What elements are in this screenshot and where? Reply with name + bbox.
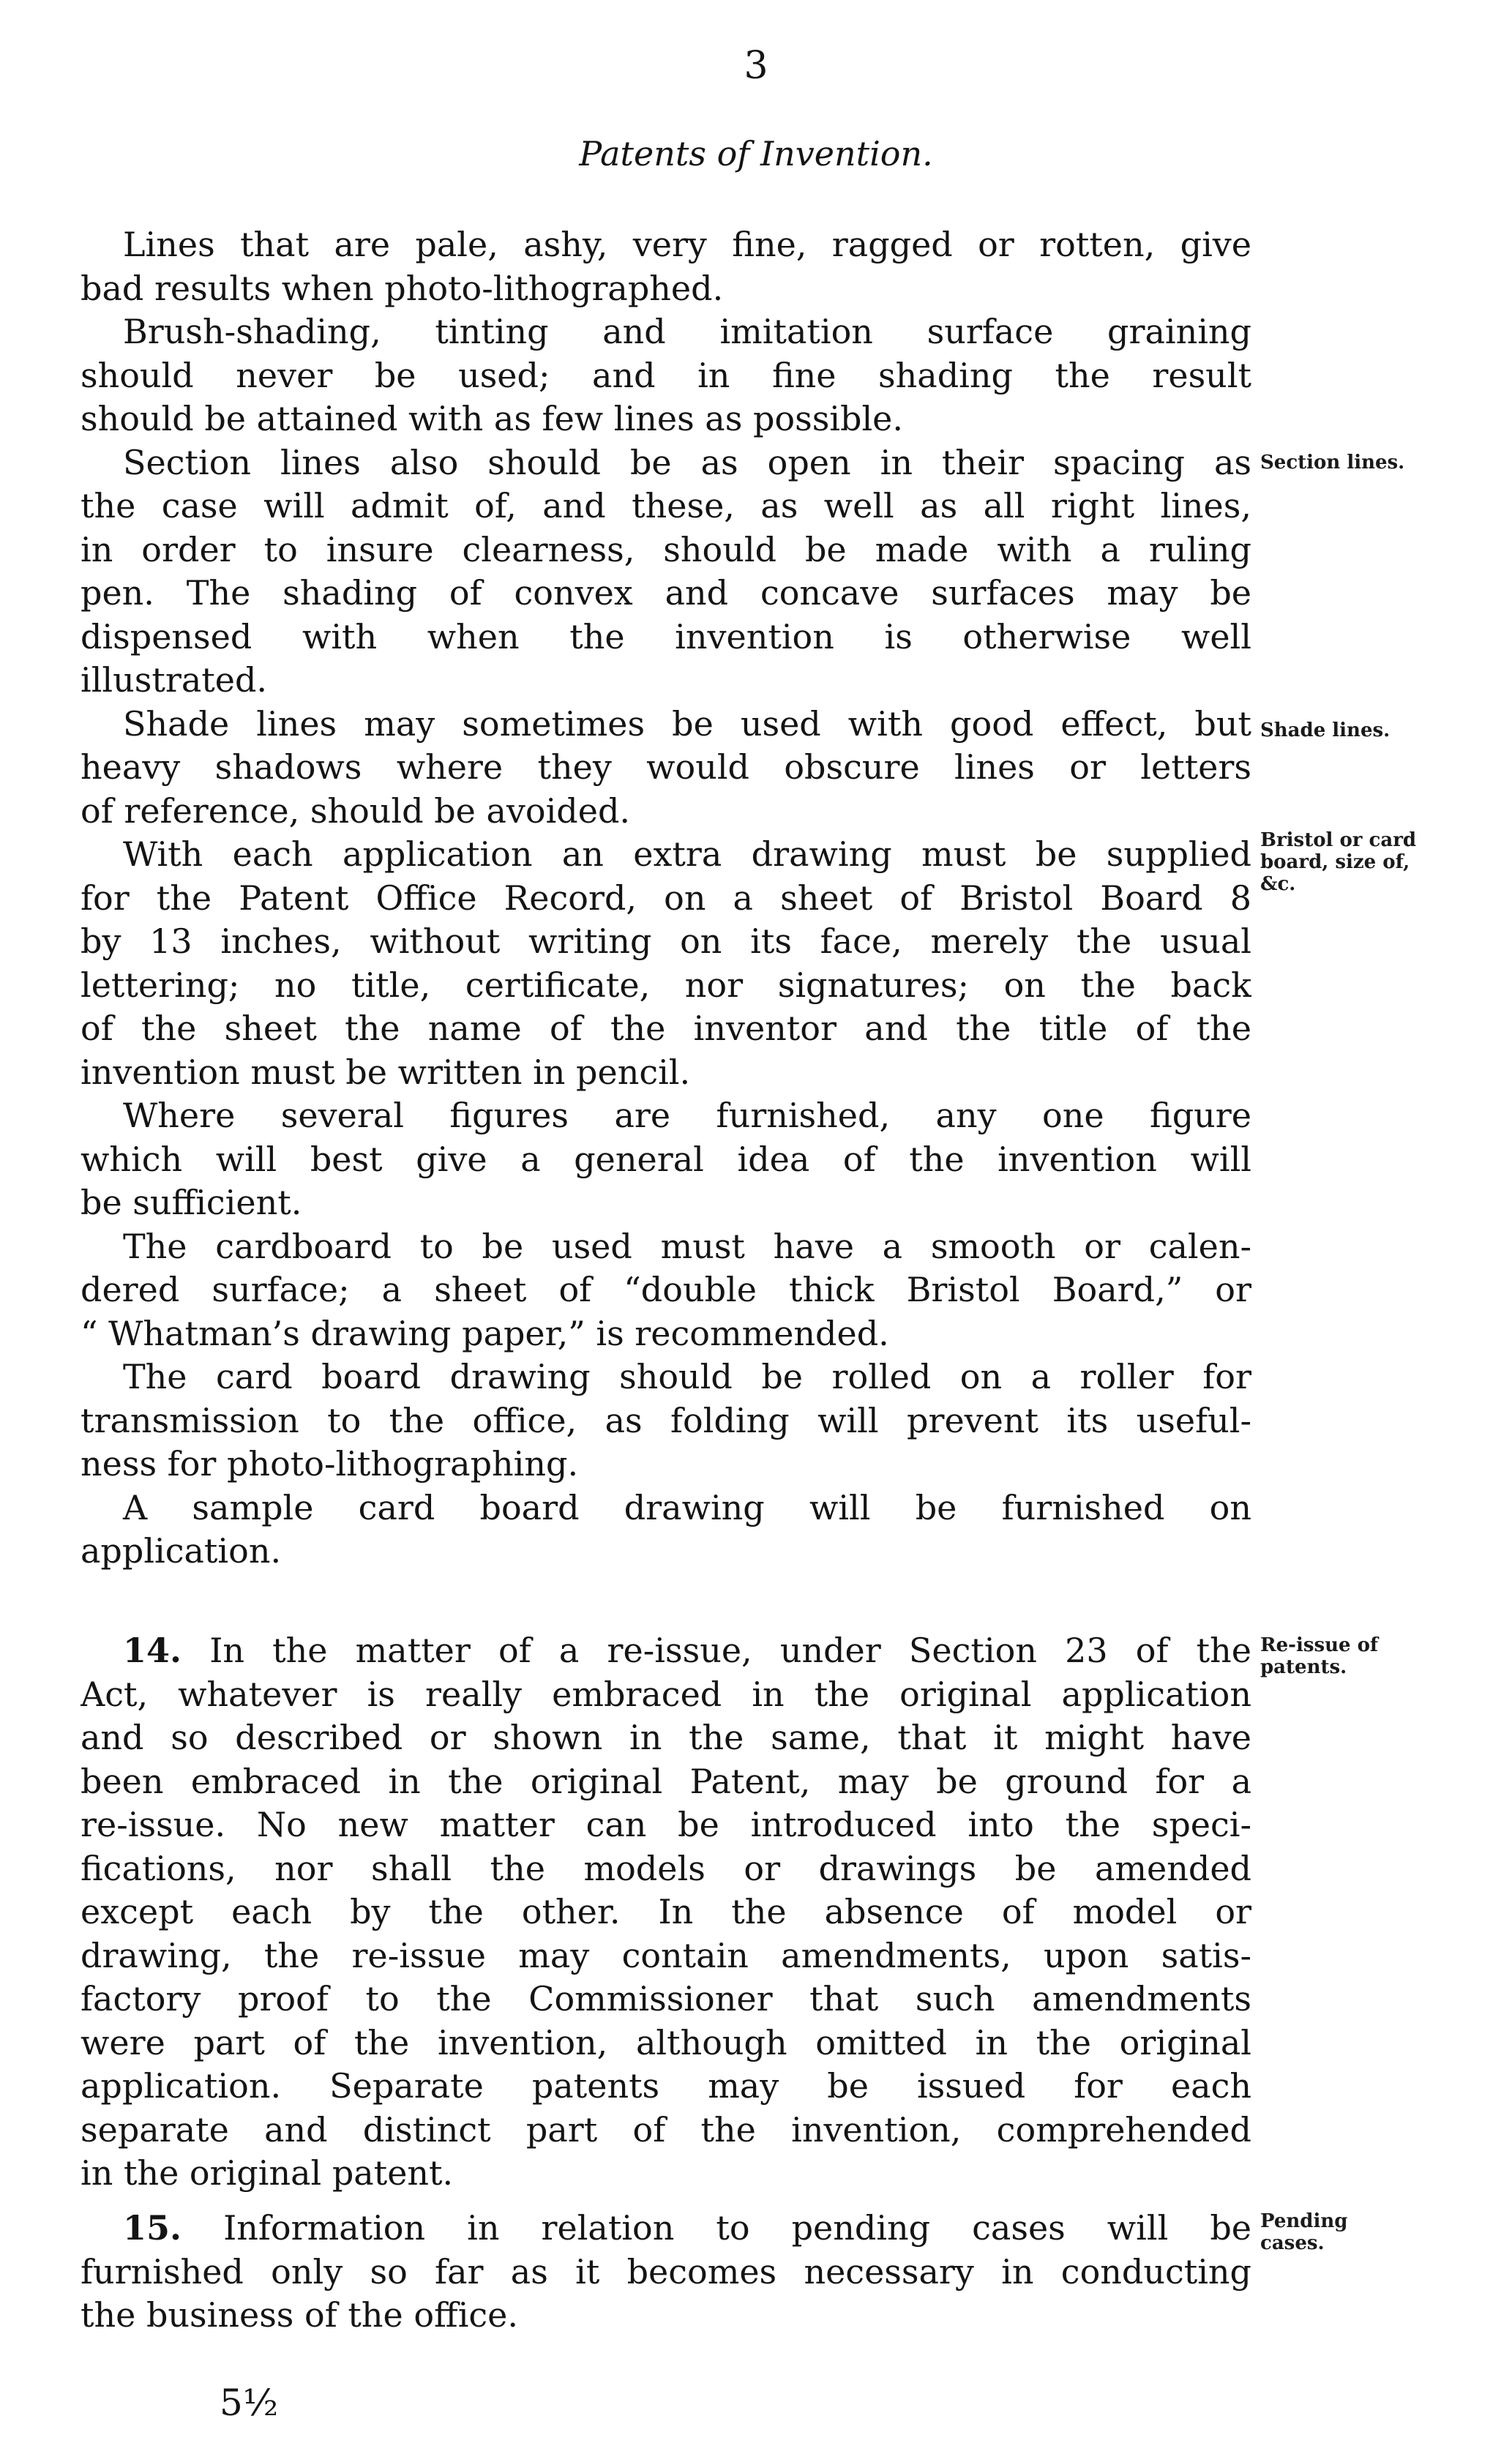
text-line: and so described or shown in the same, that it might have: [81, 1718, 1251, 1757]
text-line: With each application an extra drawing must be supplied: [123, 834, 1251, 874]
text-line: Lines that are pale, ashy, very fine, ragged or rotten, give: [123, 225, 1251, 264]
sidenote-section-lines: Section lines.: [1260, 452, 1405, 474]
page-title: Patents of Invention.: [579, 134, 933, 173]
text-line: bad results when photo-lithographed.: [81, 268, 724, 308]
text-line: be sufficient.: [81, 1183, 302, 1222]
text-line: Brush-shading, tinting and imitation surface graining: [123, 312, 1251, 351]
text-line: should never be used; and in fine shading the result: [81, 355, 1251, 395]
text-line: of reference, should be avoided.: [81, 790, 631, 831]
section-14: [81, 1629, 1251, 2196]
text-line: were part of the invention, although omitted in the original: [81, 2022, 1251, 2062]
text-line: ness for photo-lithographing.: [81, 1444, 579, 1484]
text-line: fications, nor shall the models or drawings be amended: [81, 1848, 1251, 1888]
text-line: A sample card board drawing will be furnished on: [123, 1487, 1251, 1527]
text-line: the case will admit of, and these, as well as all right lines,: [81, 486, 1251, 525]
text-line: factory proof to the Commissioner that such amendments: [81, 1979, 1251, 2019]
text-line: which will best give a general idea of the invention will: [81, 1139, 1251, 1179]
text-line: transmission to the office, as folding will prevent its useful-: [81, 1400, 1251, 1440]
text-line: pen. The shading of convex and concave surfaces may be: [81, 573, 1251, 613]
section-first-line: [81, 1629, 1251, 1673]
page-number: 3: [744, 44, 768, 88]
section-number: 15.: [123, 2208, 182, 2248]
text-line: dispensed with when the invention is otherwise well: [81, 616, 1251, 656]
text-line: Where several figures are furnished, any one figure: [123, 1096, 1251, 1135]
text-line: Act, whatever is really embraced in the original application: [81, 1674, 1251, 1714]
text-line: application. Separate patents may be issued for each: [81, 2066, 1251, 2106]
text-line: application.: [81, 1531, 282, 1571]
text-line: dered surface; a sheet of “double thick Bristol Board,” or: [81, 1270, 1251, 1309]
text-line: by 13 inches, without writing on its face, merely the usual: [81, 921, 1251, 961]
text-line: should be attained with as few lines as possible.: [81, 399, 904, 438]
sidenote-shade-lines: Shade lines.: [1260, 719, 1391, 741]
text-line: “ Whatman’s drawing paper,” is recommended.: [81, 1313, 889, 1353]
body-text-block: [81, 223, 1251, 1574]
section-number: 14.: [123, 1631, 182, 1670]
sidenote-reissue: Re-issue of patents.: [1260, 1634, 1379, 1678]
section-first-line: [81, 2207, 1251, 2251]
text-line: been embraced in the original Patent, may be ground for a: [81, 1761, 1251, 1801]
text-line: separate and distinct part of the invention, comprehended: [81, 2109, 1251, 2150]
text-line: drawing, the re-issue may contain amendments, upon satis-: [81, 1935, 1251, 1975]
text-line: The card board drawing should be rolled on a roller for: [123, 1357, 1251, 1396]
text-line: the business of the office.: [81, 2295, 519, 2335]
text-line: of the sheet the name of the inventor and the title of the: [81, 1009, 1251, 1048]
sidenote-pending-cases: Pending cases.: [1260, 2210, 1348, 2254]
text-line: except each by the other. In the absence of model or: [81, 1892, 1251, 1931]
text-line: in order to insure clearness, should be made with a ruling: [81, 529, 1251, 569]
section-lead-text: In the matter of a re-issue, under Section 23 of the: [209, 1631, 1251, 1670]
text-line: re-issue. No new matter can be introduced into the speci-: [81, 1805, 1251, 1844]
signature-mark: 5½: [220, 2382, 279, 2424]
text-line: lettering; no title, certificate, nor signatures; on the back: [81, 965, 1251, 1005]
section-15: [81, 2207, 1251, 2338]
text-line: invention must be written in pencil.: [81, 1052, 691, 1092]
text-line: furnished only so far as it becomes necessary in conducting: [81, 2251, 1251, 2292]
text-line: for the Patent Office Record, on a sheet of Bristol Board 8: [81, 878, 1251, 918]
text-line: in the original patent.: [81, 2153, 454, 2193]
text-line: The cardboard to be used must have a smooth or calen-: [123, 1226, 1251, 1266]
sidenote-bristol-board: Bristol or card board, size of, &c.: [1260, 829, 1417, 895]
text-line: Shade lines may sometimes be used with good effect, but: [123, 703, 1251, 744]
text-line: Section lines also should be as open in their spacing as: [123, 442, 1251, 482]
section-lead-text: Information in relation to pending cases will be: [223, 2208, 1251, 2248]
text-line: heavy shadows where they would obscure lines or letters: [81, 747, 1251, 787]
text-line: illustrated.: [81, 660, 268, 700]
